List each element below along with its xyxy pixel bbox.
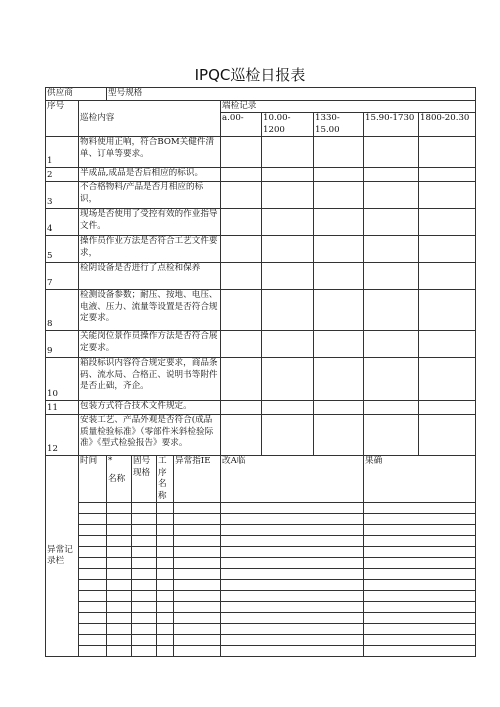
abnormal-blank-row xyxy=(46,591,476,602)
abnormal-blank-row xyxy=(46,514,476,525)
record-cell[interactable] xyxy=(364,290,419,331)
abnormal-cell[interactable] xyxy=(79,525,107,536)
abnormal-cell[interactable] xyxy=(157,591,174,602)
abnormal-cell[interactable] xyxy=(132,503,157,514)
time-slot-header: 10.00-1200 xyxy=(262,113,314,137)
record-cell[interactable] xyxy=(221,182,262,209)
abnormal-blank-row xyxy=(46,624,476,635)
abnormal-cell[interactable] xyxy=(157,646,174,657)
item-number: 9 xyxy=(46,331,79,358)
abnormal-cell[interactable] xyxy=(221,569,364,580)
record-cell[interactable] xyxy=(314,358,364,401)
abnormal-cell[interactable] xyxy=(132,635,157,646)
abnormal-cell[interactable] xyxy=(107,613,132,624)
abnormal-cell[interactable] xyxy=(79,558,107,569)
record-cell[interactable] xyxy=(262,137,314,168)
abnormal-blank-row xyxy=(46,580,476,591)
table-row xyxy=(46,358,476,401)
abnormal-cell[interactable] xyxy=(364,624,476,635)
record-cell[interactable] xyxy=(314,331,364,358)
record-cell[interactable] xyxy=(262,401,314,415)
abnormal-blank-row xyxy=(46,569,476,580)
table-row xyxy=(46,415,476,456)
record-cell[interactable] xyxy=(314,401,364,415)
abnormal-cell[interactable] xyxy=(174,624,221,635)
record-cell[interactable] xyxy=(419,168,476,182)
abnormal-cell[interactable] xyxy=(174,613,221,624)
record-cell[interactable] xyxy=(419,137,476,168)
supplier-label: 供应商 xyxy=(46,88,107,101)
content-label: 巡检内容 xyxy=(79,100,221,137)
item-number: 3 xyxy=(46,182,79,209)
item-text: 检阴设备是否进行了点检和保养 xyxy=(79,263,221,290)
abnormal-cell[interactable] xyxy=(107,536,132,547)
abnormal-cell[interactable] xyxy=(221,635,364,646)
abnormal-cell[interactable] xyxy=(364,503,476,514)
table-row xyxy=(46,168,476,182)
abnormal-cell[interactable] xyxy=(221,613,364,624)
table-row xyxy=(46,236,476,263)
abnormal-blank-row xyxy=(46,558,476,569)
abnormal-cell[interactable] xyxy=(174,580,221,591)
abnormal-cell[interactable] xyxy=(364,591,476,602)
abnormal-cell[interactable] xyxy=(364,613,476,624)
abnormal-cell[interactable] xyxy=(157,624,174,635)
record-cell[interactable] xyxy=(364,168,419,182)
abnormal-cell[interactable] xyxy=(79,613,107,624)
record-cell[interactable] xyxy=(314,168,364,182)
abnormal-blank-row xyxy=(46,602,476,613)
abnormal-cell[interactable] xyxy=(157,580,174,591)
abnormal-cell[interactable] xyxy=(107,525,132,536)
abnormal-cell[interactable] xyxy=(107,624,132,635)
record-cell[interactable] xyxy=(419,331,476,358)
abnormal-cell[interactable] xyxy=(157,514,174,525)
record-cell[interactable] xyxy=(314,290,364,331)
abnormal-cell[interactable] xyxy=(174,646,221,657)
abnormal-cell[interactable] xyxy=(157,503,174,514)
col-model: 固号现格 xyxy=(132,456,157,503)
item-number: 7 xyxy=(46,263,79,290)
abnormal-cell[interactable] xyxy=(364,635,476,646)
abnormal-cell[interactable] xyxy=(157,536,174,547)
item-number: 4 xyxy=(46,209,79,236)
record-cell[interactable] xyxy=(221,415,262,456)
abnormal-cell[interactable] xyxy=(79,514,107,525)
item-text: 操作员作业方法是否符合工艺文件要求， xyxy=(79,236,221,263)
abnormal-cell[interactable] xyxy=(221,580,364,591)
record-cell[interactable] xyxy=(419,401,476,415)
abnormal-cell[interactable] xyxy=(364,558,476,569)
record-cell[interactable] xyxy=(262,168,314,182)
abnormal-cell[interactable] xyxy=(79,536,107,547)
abnormal-cell[interactable] xyxy=(157,635,174,646)
item-text: 关能岗位景作员操作方法是否符合展定要求。 xyxy=(79,331,221,358)
abnormal-cell[interactable] xyxy=(132,646,157,657)
record-cell[interactable] xyxy=(364,209,419,236)
item-text: 现场是否使用了受控有效的作业指导文件。 xyxy=(79,209,221,236)
record-cell[interactable] xyxy=(419,290,476,331)
record-cell[interactable] xyxy=(221,137,262,168)
abnormal-cell[interactable] xyxy=(157,525,174,536)
abnormal-cell[interactable] xyxy=(221,536,364,547)
record-cell[interactable] xyxy=(314,236,364,263)
abnormal-cell[interactable] xyxy=(174,635,221,646)
abnormal-cell[interactable] xyxy=(107,514,132,525)
abnormal-cell[interactable] xyxy=(107,591,132,602)
abnormal-cell[interactable] xyxy=(107,503,132,514)
abnormal-blank-row xyxy=(46,547,476,558)
abnormal-cell[interactable] xyxy=(174,558,221,569)
record-cell[interactable] xyxy=(221,331,262,358)
item-text: 半成品,成品是否后相应的标识。 xyxy=(79,168,221,182)
record-cell[interactable] xyxy=(221,236,262,263)
abnormal-cell[interactable] xyxy=(132,525,157,536)
abnormal-cell[interactable] xyxy=(79,624,107,635)
record-cell[interactable] xyxy=(221,168,262,182)
abnormal-cell[interactable] xyxy=(221,591,364,602)
item-number: 1 xyxy=(46,137,79,168)
record-cell[interactable] xyxy=(419,263,476,290)
abnormal-cell[interactable] xyxy=(132,569,157,580)
abnormal-cell[interactable] xyxy=(132,624,157,635)
abnormal-cell[interactable] xyxy=(221,503,364,514)
record-cell[interactable] xyxy=(314,137,364,168)
item-text: 物料使用正响，符合BOM关健件清单、订单等要求。 xyxy=(79,137,221,168)
record-cell[interactable] xyxy=(364,236,419,263)
item-number: 10 xyxy=(46,358,79,401)
table-row xyxy=(46,263,476,290)
abnormal-cell[interactable] xyxy=(221,602,364,613)
page-title: IPQC巡检日报表 xyxy=(194,66,306,84)
record-cell[interactable] xyxy=(419,209,476,236)
abnormal-cell[interactable] xyxy=(107,558,132,569)
item-number: 12 xyxy=(46,415,79,456)
abnormal-cell[interactable] xyxy=(157,602,174,613)
abnormal-cell[interactable] xyxy=(107,635,132,646)
abnormal-cell[interactable] xyxy=(174,503,221,514)
abnormal-cell[interactable] xyxy=(364,602,476,613)
abnormal-cell[interactable] xyxy=(79,569,107,580)
col-star-name xyxy=(107,456,132,503)
abnormal-cell[interactable] xyxy=(364,547,476,558)
abnormal-cell[interactable] xyxy=(79,635,107,646)
abnormal-cell[interactable] xyxy=(107,547,132,558)
table-row xyxy=(46,137,476,168)
record-cell[interactable] xyxy=(364,331,419,358)
abnormal-cell[interactable] xyxy=(157,569,174,580)
abnormal-cell[interactable] xyxy=(174,591,221,602)
col-abnormal: 异常指IE xyxy=(174,456,221,503)
abnormal-blank-row xyxy=(46,635,476,646)
record-cell[interactable] xyxy=(314,182,364,209)
col-fix: 改A临 xyxy=(221,456,364,503)
abnormal-cell[interactable] xyxy=(174,514,221,525)
item-number: 5 xyxy=(46,236,79,263)
abnormal-cell[interactable] xyxy=(157,613,174,624)
col-result: 果确 xyxy=(364,456,476,503)
col-process: 工序名称 xyxy=(157,456,174,503)
abnormal-header-row xyxy=(46,456,476,503)
abnormal-cell[interactable] xyxy=(107,580,132,591)
table-row xyxy=(46,331,476,358)
abnormal-cell[interactable] xyxy=(364,514,476,525)
item-text: 检测设备参数；耐压、按地、电压、电液、压力、流量等设置是否符合规定要求。 xyxy=(79,290,221,331)
record-cell[interactable] xyxy=(419,182,476,209)
record-cell[interactable] xyxy=(364,137,419,168)
abnormal-cell[interactable] xyxy=(132,558,157,569)
abnormal-cell[interactable] xyxy=(364,536,476,547)
star-mark: * xyxy=(108,456,113,466)
abnormal-cell[interactable] xyxy=(79,591,107,602)
abnormal-cell[interactable] xyxy=(79,547,107,558)
table-row xyxy=(46,401,476,415)
abnormal-cell[interactable] xyxy=(221,514,364,525)
abnormal-cell[interactable] xyxy=(132,591,157,602)
abnormal-cell[interactable] xyxy=(364,580,476,591)
abnormal-blank-row xyxy=(46,613,476,624)
abnormal-cell[interactable] xyxy=(157,547,174,558)
abnormal-cell[interactable] xyxy=(79,602,107,613)
abnormal-section-label: 异常记录栏 xyxy=(46,456,79,657)
record-cell[interactable] xyxy=(262,331,314,358)
col-name: 名称 xyxy=(108,473,126,484)
abnormal-cell[interactable] xyxy=(132,536,157,547)
col-time: 时间 xyxy=(79,456,107,503)
abnormal-blank-row xyxy=(46,525,476,536)
abnormal-blank-row xyxy=(46,536,476,547)
record-cell[interactable] xyxy=(314,415,364,456)
abnormal-cell[interactable] xyxy=(157,558,174,569)
abnormal-cell[interactable] xyxy=(132,514,157,525)
time-slot-header: 1800-20.30 xyxy=(419,113,476,137)
abnormal-cell[interactable] xyxy=(107,602,132,613)
record-cell[interactable] xyxy=(221,290,262,331)
item-number: 11 xyxy=(46,401,79,415)
record-cell[interactable] xyxy=(419,415,476,456)
model-label: 型号规格 xyxy=(107,88,476,101)
table-row xyxy=(46,209,476,236)
record-cell[interactable] xyxy=(221,263,262,290)
abnormal-cell[interactable] xyxy=(132,547,157,558)
item-text: 箱段标识内容符合规定要求，商品条码、流水局、合格正、说明书等附件是否止础，齐企。 xyxy=(79,358,221,401)
abnormal-cell[interactable] xyxy=(364,569,476,580)
abnormal-cell[interactable] xyxy=(364,646,476,657)
abnormal-blank-row xyxy=(46,503,476,514)
abnormal-cell[interactable] xyxy=(132,613,157,624)
record-cell[interactable] xyxy=(314,209,364,236)
record-cell[interactable] xyxy=(221,209,262,236)
abnormal-cell[interactable] xyxy=(107,569,132,580)
item-number: 2 xyxy=(46,168,79,182)
record-cell[interactable] xyxy=(221,358,262,401)
abnormal-cell[interactable] xyxy=(221,558,364,569)
abnormal-cell[interactable] xyxy=(174,602,221,613)
abnormal-cell[interactable] xyxy=(221,525,364,536)
abnormal-cell[interactable] xyxy=(221,624,364,635)
record-cell[interactable] xyxy=(262,236,314,263)
record-cell[interactable] xyxy=(262,209,314,236)
abnormal-cell[interactable] xyxy=(174,536,221,547)
abnormal-cell[interactable] xyxy=(79,580,107,591)
time-slot-header: 1330-15.00 xyxy=(314,113,364,137)
record-cell[interactable] xyxy=(364,182,419,209)
record-cell[interactable] xyxy=(221,401,262,415)
record-cell[interactable] xyxy=(262,415,314,456)
record-cell[interactable] xyxy=(419,236,476,263)
record-cell[interactable] xyxy=(364,415,419,456)
abnormal-blank-row xyxy=(46,646,476,657)
records-label: 端检记录 xyxy=(221,100,476,113)
record-cell[interactable] xyxy=(262,263,314,290)
abnormal-cell[interactable] xyxy=(132,580,157,591)
abnormal-cell[interactable] xyxy=(221,547,364,558)
record-cell[interactable] xyxy=(262,182,314,209)
abnormal-cell[interactable] xyxy=(79,503,107,514)
abnormal-cell[interactable] xyxy=(364,525,476,536)
time-slot-header: 15.90-1730 xyxy=(364,113,419,137)
record-cell[interactable] xyxy=(262,358,314,401)
time-slot-header: a.00- xyxy=(221,113,262,137)
abnormal-cell[interactable] xyxy=(221,646,364,657)
record-cell[interactable] xyxy=(262,290,314,331)
record-cell[interactable] xyxy=(314,263,364,290)
seq-label: 序号 xyxy=(46,100,79,137)
table-row xyxy=(46,290,476,331)
item-text: 安装工艺、产品外观是否符合(成品质量检验标准》（零部件米斜检验际准》《型式检验报告》要求。 xyxy=(79,415,221,456)
table-row xyxy=(46,182,476,209)
abnormal-cell[interactable] xyxy=(79,646,107,657)
item-number: 8 xyxy=(46,290,79,331)
abnormal-cell[interactable] xyxy=(107,646,132,657)
record-cell[interactable] xyxy=(364,401,419,415)
abnormal-cell[interactable] xyxy=(174,547,221,558)
abnormal-cell[interactable] xyxy=(174,569,221,580)
abnormal-cell[interactable] xyxy=(174,525,221,536)
record-cell[interactable] xyxy=(364,358,419,401)
item-text: 包装方式符合技术文件规定。 xyxy=(79,401,221,415)
inspection-table xyxy=(45,87,476,657)
record-cell[interactable] xyxy=(419,358,476,401)
record-cell[interactable] xyxy=(364,263,419,290)
abnormal-cell[interactable] xyxy=(132,602,157,613)
item-text: 不合格物料/产品是否月相应的标识， xyxy=(79,182,221,209)
